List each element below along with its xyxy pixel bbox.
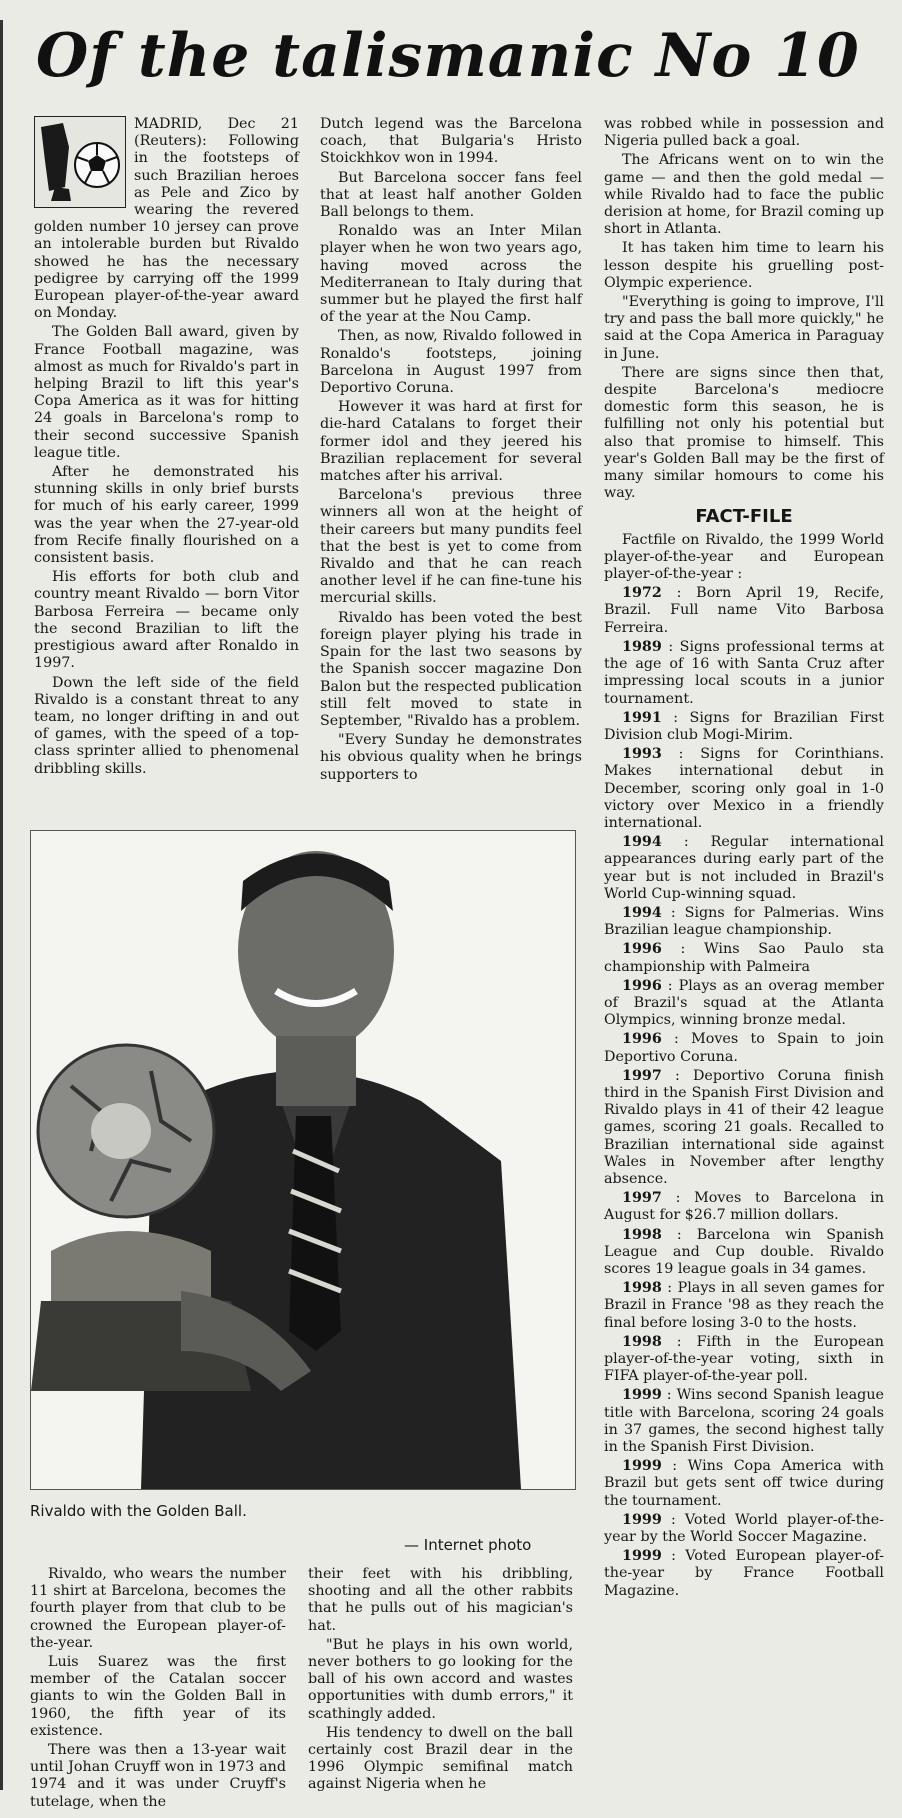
paragraph: But Barcelona soccer fans feel that at least half another Golden Ball belongs to them. <box>320 169 582 221</box>
factfile-entry <box>604 1190 884 1224</box>
factfile-year: 1998 <box>622 1280 662 1297</box>
article-column-2 <box>320 116 582 786</box>
article-column-1 <box>34 116 299 780</box>
paragraph: Dutch legend was the Barcelona coach, that Bulgaria's Hristo Stoickhkov won in 1994. <box>320 116 582 167</box>
soccer-thumbnail-icon <box>34 116 126 208</box>
factfile-entry <box>604 1334 884 1386</box>
factfile-entry <box>604 1387 884 1456</box>
headline: Of the talismanic No 10 <box>36 21 860 91</box>
paragraph: However it was hard at first for die-hard Catalans to forget their former idol and they jeered his Brazilian replacement for several matches after his arrival. <box>320 399 582 485</box>
paragraph: Then, as now, Rivaldo followed in Ronaldo's footsteps, joining Barcelona in August 1997 from Deportivo Coruna. <box>320 328 582 397</box>
factfile-entry <box>604 834 884 903</box>
factfile-year: 1998 <box>622 1333 662 1350</box>
factfile-entry <box>604 1068 884 1188</box>
photo-caption: Rivaldo with the Golden Ball. <box>30 1502 247 1520</box>
factfile-text: : Voted European player-of-the-year by France Football Magazine. <box>604 1548 884 1599</box>
factfile-text: : Regular international appearances during early part of the year but is not included in Brazil's World Cup-winning squad. <box>604 834 884 902</box>
factfile-year: 1991 <box>622 709 662 726</box>
paragraph: was robbed while in possession and Nigeria pulled back a goal. <box>604 116 884 150</box>
factfile-text: : Signs for Corinthians. Makes international debut in December, scoring only goal in 1-0 victory over Mexico in a friendly international. <box>604 746 884 831</box>
factfile-year: 1997 <box>622 1190 662 1207</box>
factfile-year: 1999 <box>622 1511 662 1528</box>
factfile-text: : Wins Copa America with Brazil but gets sent off twice during the tournament. <box>604 1458 884 1509</box>
factfile-list <box>604 585 884 1600</box>
factfile-entry <box>604 585 884 637</box>
paragraph: "Every Sunday he demonstrates his obvious quality when he brings supporters to <box>320 732 582 783</box>
factfile-text: : Fifth in the European player-of-the-year voting, sixth in FIFA player-of-the-year poll. <box>604 1333 884 1385</box>
paragraph: Rivaldo, who wears the number 11 shirt at Barcelona, becomes the fourth player from that club to be crowned the European player-of-the-year. <box>30 1566 286 1651</box>
factfile-entry <box>604 1548 884 1600</box>
paragraph: There are signs since then that, despite Barcelona's mediocre domestic form this season, he is fulfilling not only his potential but also that promise to himself. This year's Golden Ball may be the first of many similar homours to come his way. <box>604 364 884 502</box>
paragraph: their feet with his dribbling, shooting and all the other rabbits that he pulls out of his magician's hat. <box>308 1566 573 1634</box>
factfile-text: : Signs professional terms at the age of 16 with Santa Cruz after impressing local scouts in a junior tournament. <box>604 638 884 707</box>
factfile-year: 1999 <box>622 1387 662 1404</box>
article-column-bottom-2 <box>308 1566 573 1796</box>
paragraph: "Everything is going to improve, I'll try and pass the ball more quickly," he said at the Copa America in Paraguay in June. <box>604 294 884 362</box>
article-column-3 <box>604 116 884 1602</box>
factfile-year: 1996 <box>622 977 662 994</box>
paragraph: Luis Suarez was the first member of the Catalan soccer giants to win the Golden Ball in 1960, the fifth year of its existence. <box>30 1654 286 1739</box>
factfile-entry <box>604 978 884 1030</box>
photo-credit: — Internet photo <box>404 1536 532 1554</box>
factfile-entry <box>604 746 884 832</box>
factfile-heading: FACT-FILE <box>695 506 793 528</box>
factfile-text: : Moves to Spain to join Deportivo Coruna. <box>604 1031 884 1065</box>
factfile-entry <box>604 941 884 975</box>
factfile-year: 1996 <box>622 941 662 958</box>
factfile-year: 1999 <box>622 1458 662 1475</box>
factfile-text: : Moves to Barcelona in August for $26.7 million dollars. <box>604 1190 884 1224</box>
factfile-entry <box>604 1512 884 1546</box>
factfile-entry <box>604 1280 884 1332</box>
factfile-year: 1993 <box>622 746 662 763</box>
paragraph: Rivaldo has been voted the best foreign player plying his trade in Spain for the last two seasons by the Spanish soccer magazine Don Balon but the respected publication still felt moved to state in September, "Rivaldo has a problem. <box>320 609 582 729</box>
paragraph: "But he plays in his own world, never bothers to go looking for the ball of his own accord and wastes opportunities with dumb errors," it scathingly added. <box>308 1636 573 1722</box>
paragraph: There was then a 13-year wait until Johan Cruyff won in 1973 and 1974 and it was under Cruyff's tutelage, when the <box>30 1742 286 1810</box>
factfile-year: 1996 <box>622 1031 662 1048</box>
factfile-entry <box>604 905 884 939</box>
factfile-entry <box>604 639 884 708</box>
factfile-text: : Barcelona win Spanish League and Cup double. Rivaldo scores 19 league goals in 34 games. <box>604 1226 884 1277</box>
paragraph: Barcelona's previous three winners all won at the height of their careers but many pundits feel that the best is yet to come from Rivaldo and that he can reach another level if he can fine-tune his mercurial skills. <box>320 487 582 607</box>
factfile-intro: Factfile on Rivaldo, the 1999 World player-of-the-year and European player-of-the-year : <box>604 531 884 583</box>
paragraph: Down the left side of the field Rivaldo is a constant threat to any team, no longer drifting in and out of games, with the speed of a top-class sprinter allied to phenomenal dribbling skills. <box>34 674 299 777</box>
factfile-year: 1999 <box>622 1548 662 1565</box>
factfile-year: 1994 <box>622 834 662 851</box>
rivaldo-photo <box>30 830 576 1490</box>
factfile-year: 1972 <box>622 585 662 602</box>
column-rule <box>0 20 3 1790</box>
factfile-year: 1989 <box>622 638 662 655</box>
paragraph: His tendency to dwell on the ball certainly cost Brazil dear in the 1996 Olympic semifinal match against Nigeria when he <box>308 1724 573 1793</box>
factfile-entry <box>604 1031 884 1065</box>
factfile-text: : Signs for Palmerias. Wins Brazilian league championship. <box>604 904 884 939</box>
factfile-text: : Born April 19, Recife, Brazil. Full name Vito Barbosa Ferreira. <box>604 585 884 636</box>
paragraph: It has taken him time to learn his lesson despite his gruelling post-Olympic experience. <box>604 240 884 291</box>
factfile-year: 1997 <box>622 1067 662 1084</box>
paragraph: The Africans went on to win the game — and then the gold medal — while Rivaldo had to face the public derision at home, for Brazil coming up short in Atlanta. <box>604 152 884 238</box>
factfile-text: : Wins second Spanish league title with Barcelona, scoring 24 goals in 37 games, the second highest tally in the Spanish First Division. <box>604 1387 884 1456</box>
paragraph: His efforts for both club and country meant Rivaldo — born Vitor Barbosa Ferreira — became only the second Brazilian to lift the prestigious award after Ronaldo in 1997. <box>34 569 299 672</box>
factfile-year: 1998 <box>622 1226 662 1243</box>
factfile-entry <box>604 710 884 744</box>
factfile-text: : Plays in all seven games for Brazil in France '98 as they reach the final before losing 3-0 to the hosts. <box>604 1280 884 1331</box>
paragraph: After he demonstrated his stunning skills in only brief bursts for much of his early career, 1999 was the year when the 27-year-old from Recife finally flourished on a consistent basis. <box>34 464 299 567</box>
factfile-year: 1994 <box>622 904 662 921</box>
paragraph: The Golden Ball award, given by France Football magazine, was almost as much for Rivaldo's part in helping Brazil to lift this year's Copa America as it was for hitting 24 goals in Barcelona's romp to their second successive Spanish league title. <box>34 324 299 461</box>
factfile-text: : Voted World player-of-the-year by the World Soccer Magazine. <box>604 1511 884 1546</box>
factfile-text: : Signs for Brazilian First Division club Mogi-Mirim. <box>604 709 884 743</box>
factfile-text: : Wins Sao Paulo sta championship with Palmeira <box>604 941 884 975</box>
paragraph: Ronaldo was an Inter Milan player when he won two years ago, having moved across the Mediterranean to Italy during that summer but he played the first half of the year at the Nou Camp. <box>320 223 582 326</box>
factfile-entry <box>604 1227 884 1279</box>
factfile-text: : Deportivo Coruna finish third in the Spanish First Division and Rivaldo plays in 41 of their 42 league games, scoring 21 goals. Recalled to Brazilian international side against Wales in November after lengthy absence. <box>604 1067 884 1187</box>
paragraph: MADRID, Dec 21 (Reuters): Following in the footsteps of such Brazilian heroes as Pele and Zico by wearing the revered golden number 10 jersey can prove an intolerable burden but Rivaldo showed he has the necessary pedigree by carrying off the 1999 European player-of-the-year award on Monday. <box>34 116 299 322</box>
factfile-text: : Plays as an overag member of Brazil's squad at the Atlanta Olympics, winning bronze medal. <box>604 977 884 1029</box>
factfile-entry <box>604 1458 884 1510</box>
article-column-bottom-1 <box>30 1566 286 1813</box>
